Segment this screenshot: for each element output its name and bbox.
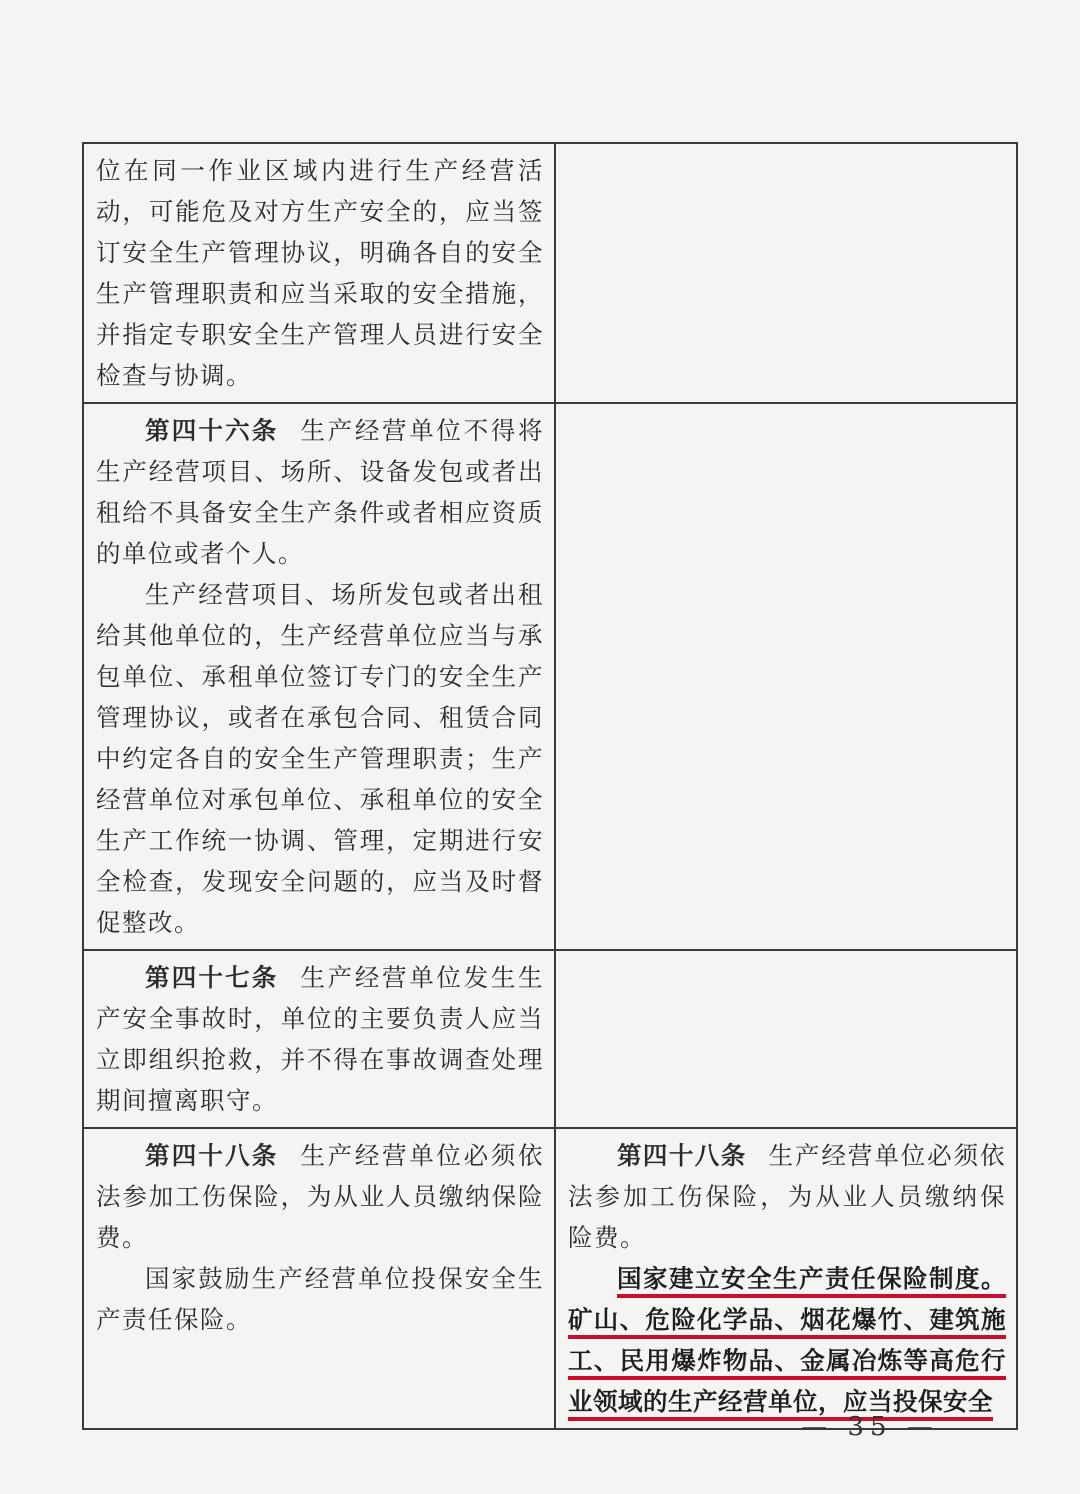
article-paragraph: [96, 1135, 544, 1258]
paragraph: 生产经营项目、场所发包或者出租给其他单位的，生产经营单位应当与承包单位、承租单位签订专门的安全生产管理协议，或者在承包合同、租赁合同中约定各自的安全生产管理职责；生产经营单位对承包单位、承租单位的安全生产工作统一协调、管理，定期进行安全检查，发现安全问题的，应当及时督促整改。: [96, 580, 544, 937]
paragraph: 位在同一作业区域内进行生产经营活动，可能危及对方生产安全的，应当签订安全生产管理协议，明确各自的安全生产管理职责和应当采取的安全措施，并指定专职安全生产管理人员进行安全检查与协调。: [96, 156, 544, 390]
left-cell: [83, 1128, 555, 1429]
article-number: 第四十六条: [145, 416, 279, 445]
article-number: 第四十八条: [145, 1141, 279, 1170]
article-paragraph: [96, 410, 544, 574]
right-cell: [555, 143, 1017, 403]
paragraph-text: 生产经营单位发生生产安全事故时，单位的主要负责人应当立即组织抢救，并不得在事故调查处理期间擅离职守。: [96, 963, 545, 1115]
page-number: — 35 —: [801, 1412, 939, 1442]
article-paragraph: [96, 957, 544, 1121]
right-cell: [555, 403, 1017, 950]
paragraph: 国家鼓励生产经营单位投保安全生产责任保险。: [96, 1264, 544, 1334]
highlighted-paragraph: [568, 1258, 1006, 1422]
left-cell: [83, 950, 555, 1128]
comparison-table: [82, 142, 1018, 1430]
right-cell: [555, 1128, 1017, 1429]
right-cell: [555, 950, 1017, 1128]
paragraph-text: 生产经营单位必须依法参加工伤保险，为从业人员缴纳保险费。: [568, 1141, 1007, 1252]
article-number: 第四十七条: [145, 963, 279, 992]
article-number: 第四十八条: [617, 1141, 747, 1170]
table-row: [83, 403, 1017, 950]
article-paragraph: [568, 1135, 1006, 1258]
paragraph-text: 生产经营单位不得将生产经营项目、场所、设备发包或者出租给不具备安全生产条件或者相应资质的单位或者个人。: [96, 416, 545, 568]
table-row: [83, 950, 1017, 1128]
table-row: [83, 143, 1017, 403]
red-underlined-text: 国家建立安全生产责任保险制度。矿山、危险化学品、烟花爆竹、建筑施工、民用爆炸物品、金属冶炼等高危行业领域的生产经营单位，应当投保安全: [568, 1264, 1006, 1421]
paragraph-text: 生产经营单位必须依法参加工伤保险，为从业人员缴纳保险费。: [96, 1141, 545, 1252]
left-cell: [83, 403, 555, 950]
table-row: [83, 1128, 1017, 1429]
left-cell: [83, 143, 555, 403]
